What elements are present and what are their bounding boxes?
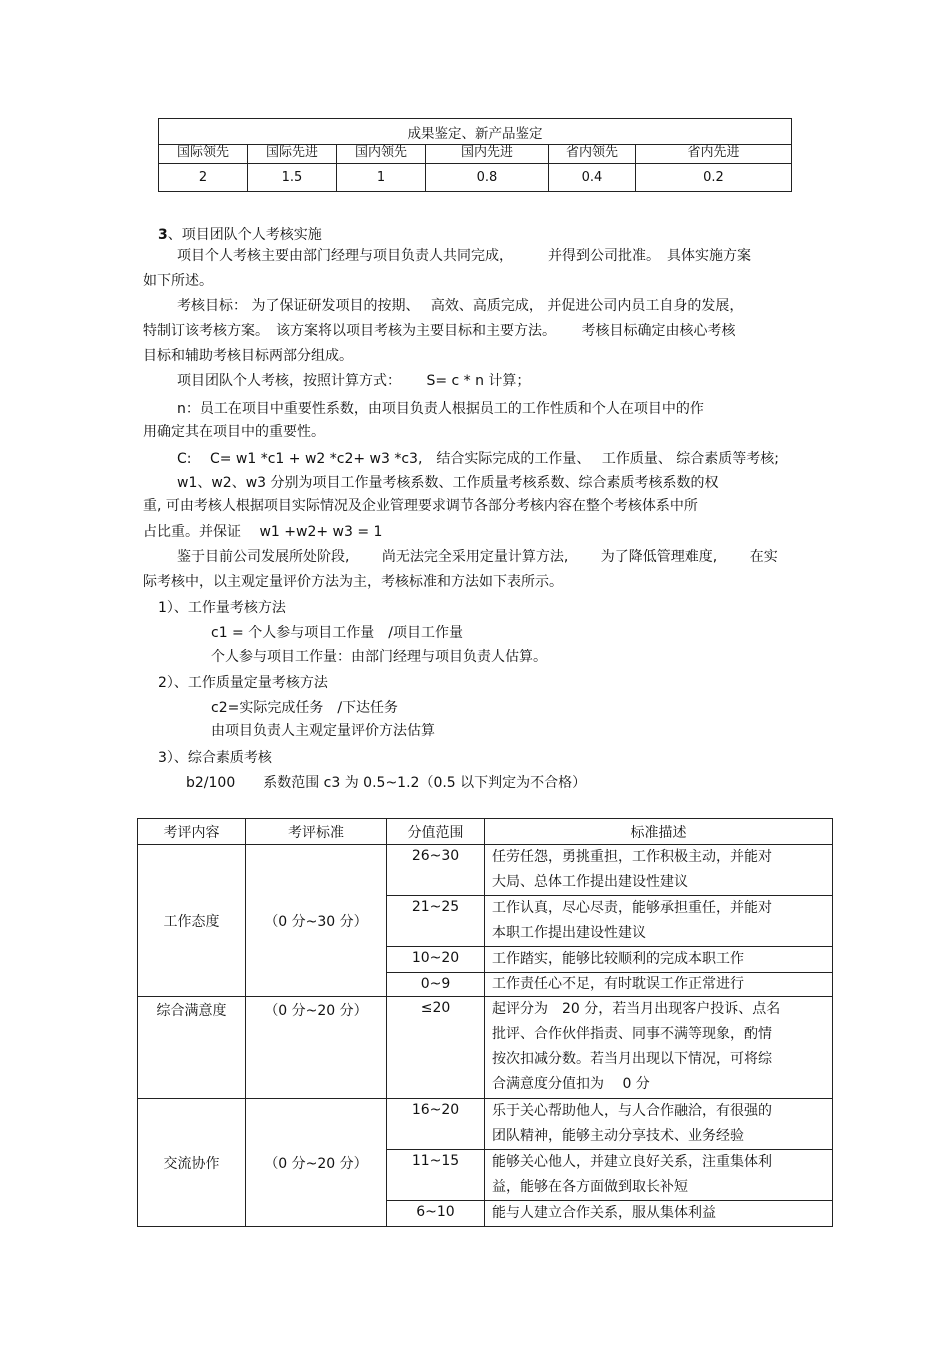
paragraph-line: 如下所述。 xyxy=(143,273,213,289)
description-line: 能与人建立合作关系，服从集体利益 xyxy=(492,1205,716,1221)
description-line: 益，能够在各方面做到取长补短 xyxy=(492,1179,688,1195)
paragraph-line: C: C= w1 *c1 + w2 *c2+ w3 *c3, 结合实际完成的工作量、 工作质量、 综合素质等考核; xyxy=(177,451,780,467)
paragraph-line: 项目团队个人考核，按照计算方式： S= c * n 计算； xyxy=(177,373,531,389)
table-header-cell: 国际领先 xyxy=(159,145,248,164)
table-header-cell: 考评标准 xyxy=(246,819,387,845)
paragraph-line: 用确定其在项目中的重要性。 xyxy=(143,424,325,440)
table-header-cell: 国际先进 xyxy=(248,145,337,164)
paragraph-line: w1、w2、w3 分别为项目工作量考核系数、工作质量考核系数、综合素质考核系数的权 xyxy=(177,475,719,491)
description-cell xyxy=(485,1150,833,1201)
paragraph-line: 鉴于目前公司发展所处阶段, 尚无法完全采用定量计算方法, 为了降低管理难度, 在实 xyxy=(177,549,778,565)
description-line: 任劳任怨，勇挑重担，工作积极主动，并能对 xyxy=(492,849,772,865)
table-row xyxy=(138,997,833,1099)
paragraph-line: b2/100 系数范围 c3 为 0.5~1.2（0.5 以下判定为不合格） xyxy=(186,775,587,791)
table-value-cell: 1.5 xyxy=(248,164,337,192)
paragraph-line: 个人参与项目工作量：由部门经理与项目负责人估算。 xyxy=(211,649,547,665)
paragraph-line: 项目个人考核主要由部门经理与项目负责人共同完成， 并得到公司批准。 具体实施方案 xyxy=(177,248,751,264)
description-line: 团队精神，能够主动分享技术、业务经验 xyxy=(492,1128,744,1144)
description-line: 工作踏实，能够比较顺利的完成本职工作 xyxy=(492,951,744,967)
range-cell: 0~9 xyxy=(387,973,485,997)
achievement-table xyxy=(158,118,792,192)
table-value-cell: 0.8 xyxy=(426,164,549,192)
formula-line: c1 = 个人参与项目工作量 /项目工作量 xyxy=(211,625,463,641)
item-cell: 交流协作 xyxy=(138,1099,246,1227)
range-cell: 21~25 xyxy=(387,896,485,947)
standard-cell: （0 分~30 分） xyxy=(246,845,387,997)
description-cell xyxy=(485,896,833,947)
subsection-heading: 3）、综合素质考核 xyxy=(158,750,272,766)
table-header-cell: 国内先进 xyxy=(426,145,549,164)
subsection-heading: 1）、工作量考核方法 xyxy=(158,600,286,616)
table-value-cell: 2 xyxy=(159,164,248,192)
table-value-cell: 1 xyxy=(337,164,426,192)
section-title: 、项目团队个人考核实施 xyxy=(167,227,322,243)
range-cell: 11~15 xyxy=(387,1150,485,1201)
table-row xyxy=(138,845,833,896)
paragraph-line: 目标和辅助考核目标两部分组成。 xyxy=(143,348,353,364)
description-line: 乐于关心帮助他人，与人合作融洽，有很强的 xyxy=(492,1103,772,1119)
description-cell xyxy=(485,997,833,1099)
range-cell: ≤20 xyxy=(387,997,485,1099)
paragraph-line: 由项目负责人主观定量评价方法估算 xyxy=(211,723,435,739)
description-line: 工作认真，尽心尽责，能够承担重任，并能对 xyxy=(492,900,772,916)
description-line: 按次扣减分数。若当月出现以下情况，可将综 xyxy=(492,1051,772,1067)
description-line: 起评分为 20 分，若当月出现客户投诉、点名 xyxy=(492,1001,781,1017)
table-header-cell: 标准描述 xyxy=(485,819,833,845)
table-header-cell: 国内领先 xyxy=(337,145,426,164)
description-cell xyxy=(485,1201,833,1227)
table-header-cell: 省内先进 xyxy=(636,145,792,164)
table-header-cell: 分值范围 xyxy=(387,819,485,845)
description-line: 工作责任心不足，有时耽误工作正常进行 xyxy=(492,976,744,992)
standard-cell: （0 分~20 分） xyxy=(246,997,387,1099)
table-header-cell: 省内领先 xyxy=(549,145,636,164)
description-cell xyxy=(485,973,833,997)
description-cell xyxy=(485,845,833,896)
section-heading xyxy=(158,226,322,244)
formula-line: c2=实际完成任务 /下达任务 xyxy=(211,700,399,716)
description-line: 批评、合作伙伴指责、同事不满等现象，酌情 xyxy=(492,1026,772,1042)
range-cell: 6~10 xyxy=(387,1201,485,1227)
table-value-cell: 0.4 xyxy=(549,164,636,192)
paragraph-line: 重, 可由考核人根据项目实际情况及企业管理要求调节各部分考核内容在整个考核体系中所 xyxy=(143,498,698,514)
table-value-cell: 0.2 xyxy=(636,164,792,192)
description-line: 本职工作提出建设性建议 xyxy=(492,925,646,941)
subsection-heading: 2）、工作质量定量考核方法 xyxy=(158,675,328,691)
description-cell xyxy=(485,1099,833,1150)
description-line: 大局、总体工作提出建设性建议 xyxy=(492,874,688,890)
paragraph-line: n：员工在项目中重要性系数，由项目负责人根据员工的工作性质和个人在项目中的作 xyxy=(177,401,704,417)
assessment-table xyxy=(137,818,833,1227)
range-cell: 16~20 xyxy=(387,1099,485,1150)
item-cell: 工作态度 xyxy=(138,845,246,997)
section-number: 3 xyxy=(158,227,168,243)
table-row xyxy=(138,1099,833,1150)
description-cell xyxy=(485,947,833,973)
paragraph-line: 考核目标： 为了保证研发项目的按期、 高效、高质完成， 并促进公司内员工自身的发展， xyxy=(177,298,744,314)
standard-cell: （0 分~20 分） xyxy=(246,1099,387,1227)
paragraph-line: 占比重。并保证 w1 +w2+ w3 = 1 xyxy=(143,524,383,540)
table-header-cell: 考评内容 xyxy=(138,819,246,845)
table-caption: 成果鉴定、新产品鉴定 xyxy=(159,119,792,145)
description-line: 能够关心他人，并建立良好关系，注重集体利 xyxy=(492,1154,772,1170)
range-cell: 26~30 xyxy=(387,845,485,896)
item-cell: 综合满意度 xyxy=(138,997,246,1099)
description-line: 合满意度分值扣为 0 分 xyxy=(492,1076,650,1092)
paragraph-line: 际考核中，以主观定量评价方法为主，考核标准和方法如下表所示。 xyxy=(143,574,563,590)
range-cell: 10~20 xyxy=(387,947,485,973)
paragraph-line: 特制订该考核方案。 该方案将以项目考核为主要目标和主要方法。 考核目标确定由核心考核 xyxy=(143,323,736,339)
